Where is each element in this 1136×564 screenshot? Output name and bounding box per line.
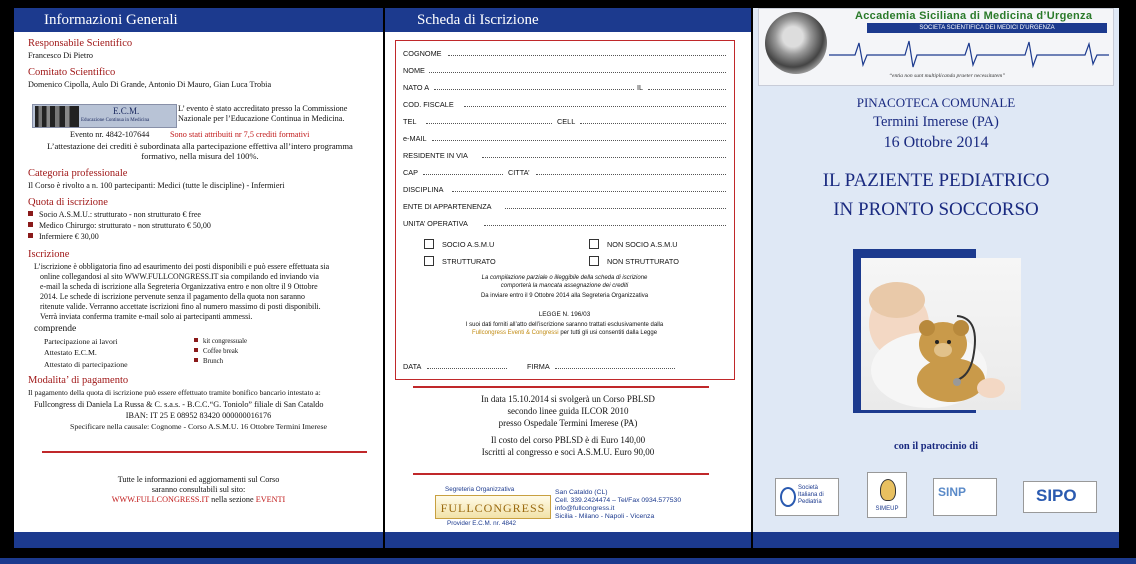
contact-email[interactable]: info@fullcongress.it xyxy=(555,505,615,512)
divider xyxy=(42,451,367,453)
field-input-cell[interactable] xyxy=(580,116,726,124)
ecm-logo xyxy=(32,104,177,128)
field-input-disciplina[interactable] xyxy=(452,184,726,192)
field-label-disciplina: DISCIPLINA xyxy=(403,185,444,194)
field-input-data[interactable] xyxy=(427,361,507,369)
comitato-names: Domenico Cipolla, Aulo Di Grande, Antonio Di Mauro, Gian Luca Trobia xyxy=(28,80,272,89)
field-input-nato-a[interactable] xyxy=(434,82,634,90)
panel-header-bar xyxy=(385,8,751,32)
comprende-heading: comprende xyxy=(34,324,77,334)
quota-heading: Quota di iscrizione xyxy=(28,197,108,208)
panel-footer-bar xyxy=(385,532,751,548)
ecg-line-icon xyxy=(829,37,1109,69)
field-label-cap: CAP xyxy=(403,168,419,177)
simeup-mascot-icon xyxy=(880,479,896,501)
contact-line: Sicilia - Milano - Napoli - Vicenza xyxy=(555,513,655,520)
form-note-line-3: Da inviare entro il 9 Ottobre 2014 alla Segreteria Organizzativa xyxy=(480,293,649,299)
pagamento-beneficiario: Fullcongress di Daniela La Russa & C. s.a.s. - B.C.C.“G. Toniolo” filiale di San Cataldo xyxy=(34,400,324,409)
ecm-logo-subtext: Educazione Continua in Medicina xyxy=(81,118,150,123)
field-input-cod-fiscale[interactable] xyxy=(464,99,726,107)
iscrizione-line: e-mail la scheda di iscrizione alla Segreteria Organizzativa entro e non oltre il 9 Ottobre xyxy=(40,282,318,291)
privacy-org: Fullcongress Eventi & Congressi xyxy=(471,330,559,336)
academy-logo-face xyxy=(765,12,827,74)
evento-number: Evento nr. 4842-107644 xyxy=(70,130,150,139)
ecm-logo-image xyxy=(35,106,79,127)
field-label-ente: ENTE DI APPARTENENZA xyxy=(403,202,492,211)
checkbox-strutturato[interactable] xyxy=(424,256,434,266)
field-label-il: IL xyxy=(637,83,644,92)
checkbox-label-non-strutturato: NON STRUTTURATO xyxy=(607,257,679,266)
academy-banner xyxy=(758,8,1114,86)
pagamento-heading: Modalita’ di pagamento xyxy=(28,375,129,386)
info-line-1: Tutte le informazioni ed aggiornamenti sul Corso xyxy=(117,475,280,484)
pblsd-line: In data 15.10.2014 si svolgerà un Corso PBLSD xyxy=(481,394,655,404)
field-label-citta: CITTA’ xyxy=(508,168,530,177)
form-note-line-2: comporterà la mancata assegnazione dei crediti xyxy=(500,283,629,289)
field-input-ente[interactable] xyxy=(505,201,726,209)
checkbox-label-non-socio-asmu: NON SOCIO A.S.M.U xyxy=(607,240,678,249)
field-label-tel: TEL xyxy=(403,117,417,126)
panel-cover xyxy=(753,8,1119,548)
comprende-item: Brunch xyxy=(194,357,223,367)
field-label-residente: RESIDENTE IN VIA xyxy=(403,151,468,160)
patron-logo-sinp xyxy=(933,478,997,516)
venue-city: Termini Imerese (PA) xyxy=(873,114,999,130)
field-label-firma: FIRMA xyxy=(527,362,550,371)
academy-subtitle: SOCIETA SCIENTIFICA DEI MEDICI D’URGENZA xyxy=(867,23,1107,33)
iscrizione-line: ritenute valide. Verranno accettate iscrizioni fino al numero massimo di posti disponibili. xyxy=(40,302,321,311)
event-title-line-1: IL PAZIENTE PEDIATRICO xyxy=(822,170,1050,191)
ecm-text-line-1: L’ evento è stato accreditato presso la Commissione xyxy=(178,104,348,113)
pblsd-line: secondo linee guida ILCOR 2010 xyxy=(507,406,629,416)
field-label-nome: NOME xyxy=(403,66,425,75)
patron-logo-sipo xyxy=(1023,481,1097,513)
panel-footer-bar xyxy=(753,532,1119,548)
field-label-email: e-MAIL xyxy=(403,134,427,143)
comprende-item: kit congressuale xyxy=(194,337,247,347)
panel-informazioni-generali xyxy=(14,8,383,548)
academy-title: Accademia Siciliana di Medicina d’Urgenza xyxy=(855,10,1093,22)
costo-line: Iscritti al congresso e soci A.S.M.U. Euro 90,00 xyxy=(481,447,655,457)
field-label-data: DATA xyxy=(403,362,422,371)
iscrizione-line: L’iscrizione è obbligatoria fino ad esaurimento dei posti disponibili e può essere effettuata sia xyxy=(34,262,330,271)
legge-text: LEGGE N. 196/03 xyxy=(538,311,591,318)
field-input-citta[interactable] xyxy=(536,167,726,175)
field-label-cognome: COGNOME xyxy=(403,49,442,58)
pagamento-text: Il pagamento della quota di iscrizione può essere effettuato tramite bonifico bancario intestato a: xyxy=(28,388,321,397)
divider xyxy=(413,386,709,388)
field-label-unita: UNITA’ OPERATIVA xyxy=(403,219,468,228)
patron-name-sip: Società Italiana di Pediatria xyxy=(798,485,824,505)
comprende-item: Attestato E.C.M. xyxy=(44,348,97,357)
iscrizione-line: online collegandosi al sito WWW.FULLCONGRESS.IT sia compilando ed inviando via xyxy=(40,272,319,281)
divider xyxy=(413,473,709,475)
responsabile-heading: Responsabile Scientifico xyxy=(28,38,133,49)
causale-text: Specificare nella causale: Cognome - Corso A.S.M.U. 16 Ottobre Termini Imerese xyxy=(70,422,327,431)
field-input-il[interactable] xyxy=(648,82,726,90)
field-label-cell: CELL xyxy=(557,117,576,126)
responsabile-name: Francesco Di Pietro xyxy=(28,51,94,60)
field-input-firma[interactable] xyxy=(555,361,675,369)
field-input-cap[interactable] xyxy=(423,167,503,175)
quota-item: Infermiere € 30,00 xyxy=(28,231,99,242)
bottom-edge-bar xyxy=(0,558,1136,564)
child-teddy-illustration xyxy=(861,258,1021,410)
panel-header-title: Scheda di Iscrizione xyxy=(417,12,539,28)
panel-footer-bar xyxy=(14,532,383,548)
iscrizione-line: 2014. Le schede di iscrizione pervenute senza il pagamento della quota non saranno xyxy=(40,292,305,301)
fullcongress-logo xyxy=(435,495,551,519)
form-note-line-1: La compilazione parziale o illeggibile della scheda di iscrizione xyxy=(481,275,648,281)
comprende-item: Coffee break xyxy=(194,347,238,357)
field-input-residente[interactable] xyxy=(482,150,726,158)
field-label-cod-fiscale: COD. FISCALE xyxy=(403,100,454,109)
field-input-nome[interactable] xyxy=(429,65,726,73)
venue-name: PINACOTECA COMUNALE xyxy=(856,95,1016,110)
quota-item: Socio A.S.M.U.: strutturato - non strutturato € free xyxy=(28,209,201,220)
attestazione-text: L’attestazione dei crediti è subordinata alla partecipazione effettiva all’intero programma formativo, nella misura del 100%. xyxy=(47,141,353,161)
field-input-unita[interactable] xyxy=(484,218,726,226)
fullcongress-logo-text: FULLCONGRESS xyxy=(440,501,546,515)
comitato-heading: Comitato Scientifico xyxy=(28,67,116,78)
pblsd-line: presso Ospedale Termini Imerese (PA) xyxy=(498,418,638,428)
privacy-line-2 xyxy=(396,329,733,337)
crediti-text: Sono stati attribuiti nr 7,5 crediti formativi xyxy=(170,130,310,139)
sip-logo-icon xyxy=(780,487,796,507)
patron-logo-sip xyxy=(775,478,839,516)
checkbox-label-socio-asmu: SOCIO A.S.M.U xyxy=(442,240,495,249)
ecm-logo-text: E.C.M. xyxy=(113,106,140,116)
contact-line: San Cataldo (CL) xyxy=(555,489,608,496)
patron-abbr-sipo: SIPO xyxy=(1036,486,1077,505)
checkbox-non-strutturato[interactable] xyxy=(589,256,599,266)
field-label-nato-a: NATO A xyxy=(403,83,430,92)
child-teddy-photo xyxy=(861,258,1021,410)
patrocinio-heading: con il patrocinio di xyxy=(893,441,979,452)
categoria-heading: Categoria professionale xyxy=(28,168,128,179)
info-line-3 xyxy=(14,495,383,505)
checkbox-socio-asmu[interactable] xyxy=(424,239,434,249)
registration-form xyxy=(395,40,735,380)
checkbox-non-socio-asmu[interactable] xyxy=(589,239,599,249)
patron-abbr-sinp: SINP xyxy=(938,485,967,499)
costo-line: Il costo del corso PBLSD è di Euro 140,00 xyxy=(490,435,646,445)
event-title-line-2: IN PRONTO SOCCORSO xyxy=(833,199,1039,220)
iban-text: IBAN: IT 25 E 08952 83420 000000016176 xyxy=(125,411,272,420)
comprende-item: Partecipazione ai lavori xyxy=(44,337,118,346)
segreteria-heading: Segreteria Organizzativa xyxy=(445,486,515,493)
panel-header-bar xyxy=(14,8,383,32)
iscrizione-line: Verrà inviata conferma tramite e-mail solo ai partecipanti ammessi. xyxy=(40,312,253,321)
panel-scheda-iscrizione xyxy=(385,8,751,548)
quota-item: Medico Chirurgo: strutturato - non strutturato € 50,00 xyxy=(28,220,211,231)
ecm-text-line-2: Nazionale per l’Educazione Continua in Medicina. xyxy=(178,114,345,123)
academy-motto: “entia non sunt multiplicanda praeter necessitatem” xyxy=(889,73,1006,79)
categoria-text: Il Corso è rivolto a n. 100 partecipanti: Medici (tutte le discipline) - Infermieri xyxy=(28,181,285,190)
privacy-rest: per tutti gli usi consentiti dalla Legge xyxy=(558,330,658,336)
privacy-line-1: I suoi dati forniti all’atto dell’iscrizione saranno trattati esclusivamente dalla xyxy=(465,322,664,328)
field-input-cognome[interactable] xyxy=(448,48,726,56)
checkbox-label-strutturato: STRUTTURATO xyxy=(442,257,496,266)
eventi-section-label: EVENTI xyxy=(255,495,286,504)
patron-logo-simeup xyxy=(867,472,907,518)
field-input-email[interactable] xyxy=(432,133,726,141)
event-date: 16 Ottobre 2014 xyxy=(883,134,989,151)
panel-header-title: Informazioni Generali xyxy=(44,12,178,28)
info-connector: nella sezione xyxy=(209,495,256,504)
patron-abbr-simeup: SIMEUP xyxy=(875,506,899,512)
website-link[interactable]: WWW.FULLCONGRESS.IT xyxy=(111,495,210,504)
info-line-2: saranno consultabili sul sito: xyxy=(151,485,246,494)
provider-text: Provider E.C.M. nr. 4842 xyxy=(447,520,516,527)
comprende-item: Attestato di partecipazione xyxy=(44,360,128,369)
field-input-tel[interactable] xyxy=(426,116,552,124)
iscrizione-heading: Iscrizione xyxy=(28,249,70,260)
contact-line: Cell. 339.2424474 – Tel/Fax 0934.577530 xyxy=(555,497,682,504)
